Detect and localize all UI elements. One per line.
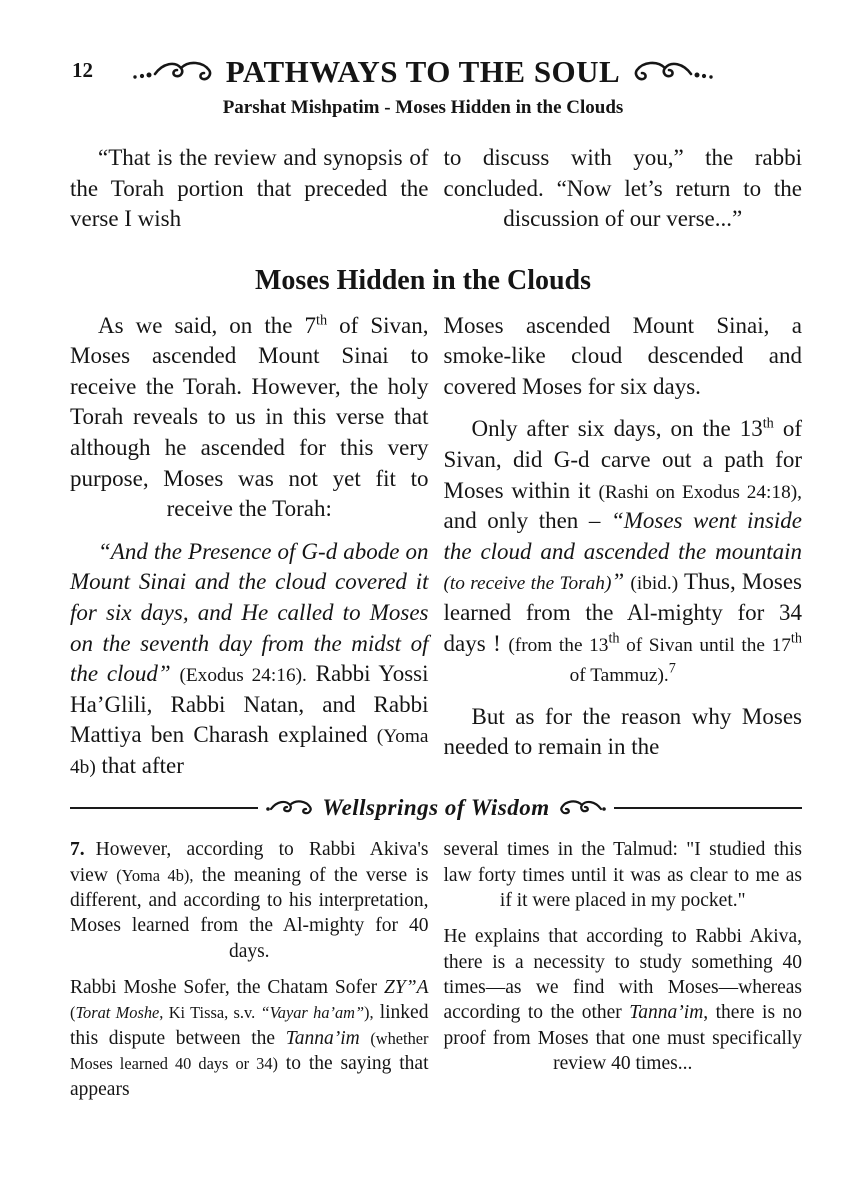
paragraph: to discuss with you,” the rabbi concluded. “Now let’s return to the discussion of our verse...”: [443, 145, 802, 232]
flourish-swirl-icon: [130, 59, 216, 85]
title-row: [0, 50, 846, 94]
flourish-swirl-icon: [265, 798, 313, 818]
paragraph: Only after six days, on the 13th of Sivan, did G-d carve out a path for Moses within it (Rashi on Exodus 24:18), and only then – “Moses went inside the cloud and ascended the mountain (to receive the Torah)” (ibid.) Thus, Moses learned from the Al-mighty for 34 days ! (from the 13th of Sivan until the 17th of Tammuz).$^7$: [443, 415, 802, 687]
flourish-swirl-icon: [630, 59, 716, 85]
footnote-column-right: [444, 837, 803, 1112]
body-column-left: [70, 311, 429, 794]
chapter-subtitle: Parshat Mishpatim - Moses Hidden in the Clouds: [222, 97, 624, 118]
divider-rule-left: [70, 807, 258, 809]
body-column-right: [444, 311, 803, 794]
body-columns: [0, 311, 846, 794]
intro-column-left: [70, 143, 429, 247]
paragraph: As we said, on the 7th of Sivan, Moses ascended Mount Sinai to receive the Torah. However, the holy Torah reveals to us in this verse that although he ascended for this very purpose, Moses was not yet fit to receive the Torah:: [70, 312, 429, 522]
paragraph: several times in the Talmud: "I studied this law forty times until it was as clear to me as if it were placed in my pocket.": [443, 839, 802, 912]
divider-label: Wellsprings of Wisdom: [322, 795, 550, 821]
paragraph: Moses ascended Mount Sinai, a smoke-like cloud descended and covered Moses for six days.: [443, 312, 802, 399]
intro-columns: [0, 143, 846, 247]
intro-column-right: [444, 143, 803, 247]
page-header: [0, 50, 846, 94]
footnote-column-left: [70, 837, 429, 1112]
paragraph: He explains that according to Rabbi Akiva, there is a necessity to study something 40 times—as we find with Moses—whereas according to the other Tanna’im, there is no proof from Moses that one must specifically review 40 times...: [443, 926, 802, 1075]
paragraph: “And the Presence of G-d abode on Mount Sinai and the cloud covered it for six days, and He called to Moses on the seventh day from the midst of the cloud” (Exodus 24:16). Rabbi Yossi Ha’Glili, Rabbi Natan, and Rabbi Mattiya ben Charash explained (Yoma 4b) that after: [70, 538, 429, 778]
footnote-divider: [70, 793, 802, 823]
paragraph: 7. However, according to Rabbi Akiva's view (Yoma 4b), the meaning of the verse is different, and according to his interpretation, Moses learned from the Al-mighty for 40 days.: [70, 839, 429, 962]
flourish-swirl-icon: [559, 798, 607, 818]
book-title: PATHWAYS TO THE SOUL: [225, 54, 621, 89]
section-heading: Moses Hidden in the Clouds: [254, 264, 592, 296]
paragraph: But as for the reason why Moses needed to remain in the: [443, 703, 802, 760]
paragraph: “That is the review and synopsis of the Torah portion that preceded the verse I wish: [70, 145, 429, 232]
page-number: 12: [72, 58, 93, 82]
divider-rule-right: [614, 807, 802, 809]
footnote-columns: [0, 837, 846, 1112]
paragraph: Rabbi Moshe Sofer, the Chatam Sofer ZY”A (Torat Moshe, Ki Tissa, s.v. “Vayar ha’am”), linked this dispute between the Tanna’im (whether Moses learned 40 days or 34) to the saying that appears: [70, 977, 429, 1100]
